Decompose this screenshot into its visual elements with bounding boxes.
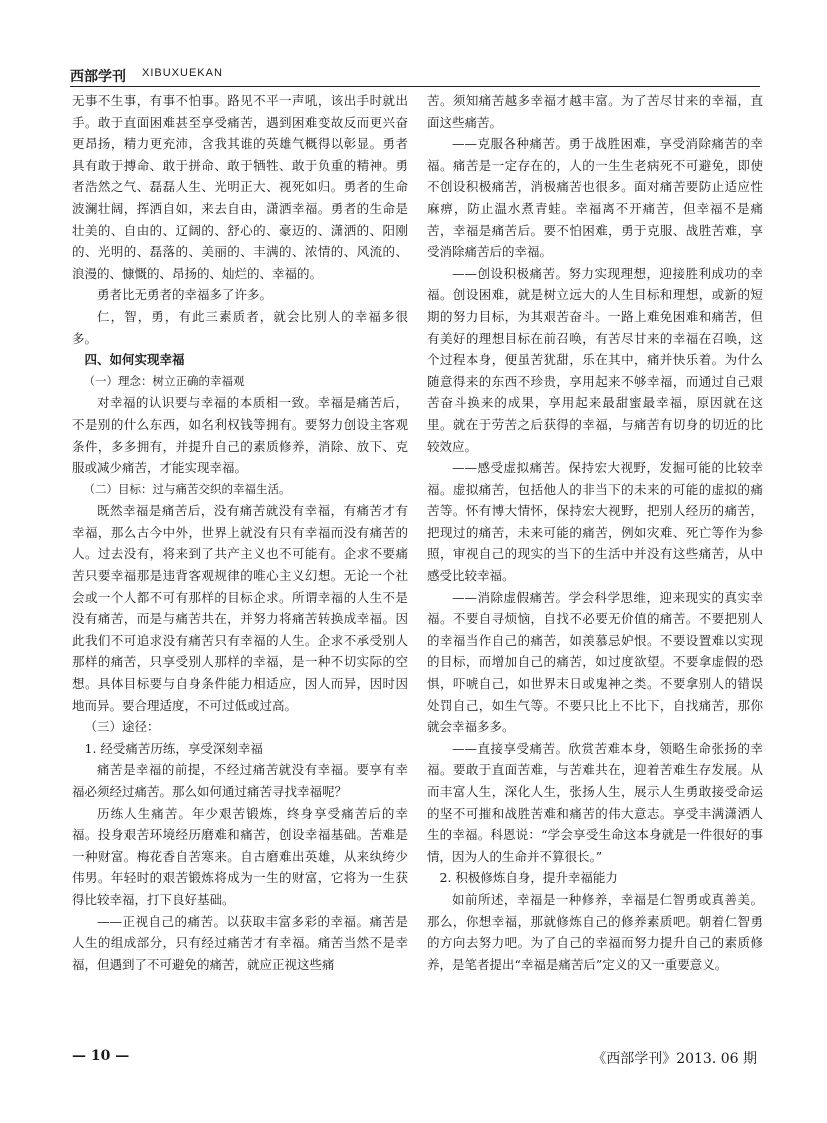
paragraph: ——感受虚拟痛苦。保持宏大视野，发掘可能的比较幸福。虚拟痛苦，包括他人的非当下的未来的可能的虚拟的痛苦等。怀有博大情怀，保持宏大视野，把别人经历的痛苦，把现过的痛苦，未来可能的痛苦，例如灾难、死亡等作为参照，审视自己的现实的当下的生活中并没有这些痛苦，从中感受比较幸福。 [427,460,763,584]
paragraph: 对幸福的认识要与幸福的本质相一致。幸福是痛苦后，不是别的什么东西，如名利权钱等拥有。要努力创设主客观条件，多多拥有，并提升自己的素质修养，消除、放下、克服或减少痛苦，才能实现幸福。 [72,395,408,476]
paragraph: ——消除虚假痛苦。学会科学思维，迎来现实的真实幸福。不要自寻烦恼，自找不必要无价值的痛苦。不要把别人的幸福当作自己的痛苦，如羡慕忌妒恨。不要设置难以实现的目标，而增加自己的痛苦，如过度欲望。不要拿虚假的恐惧，吓唬自己，如世界末日或鬼神之类。不要拿别人的错误处罚自己，如生气等。不要只比上不比下，自找痛苦，那你就会幸福多多。 [427,589,763,735]
journal-pinyin: XIBUXUEKAN [142,67,223,79]
paragraph: ——直接享受痛苦。欣赏苦难本身，领略生命张扬的幸福。要敢于直面苦难，与苦难共在，迎着苦难生存发展。从而丰富人生，深化人生，张扬人生，展示人生勇敢接受命运的坚不可摧和战胜苦难和痛苦的伟大意志。享受丰满潇洒人生的幸福。科恩说：“学会享受生命这本身就是一件很好的事情，因为人的生命并不算很长。” [427,740,763,864]
running-header [70,64,760,87]
page-number: — 10 — [72,1048,130,1064]
page-footer [0,1048,827,1072]
issue-label: 《西部学刊》2013. 06 期 [592,1051,757,1067]
paragraph: 仁，智，勇，有此三素质者，就会比别人的幸福多很多。 [72,308,408,346]
right-column [427,90,763,1040]
paragraph: 如前所述，幸福是一种修养，幸福是仁智勇或真善美。那么，你想幸福，那就修炼自己的修养素质吧。朝着仁智勇的方向去努力吧。为了自己的幸福而努力提升自己的素质修养，是笔者提出“幸福是痛苦后”定义的又一重要意义。 [427,891,763,972]
journal-name: 西部学刊 [70,69,126,85]
paragraph: ——正视自己的痛苦。以获取丰富多彩的幸福。痛苦是人生的组成部分，只有经过痛苦才有幸福。痛苦当然不是幸福，但遇到了不可避免的痛苦，就应正视这些痛 [72,913,408,972]
paragraph: 勇者比无勇者的幸福多了许多。 [97,287,273,303]
subsection-heading: （二）目标：过与痛苦交织的幸福生活。 [83,481,291,496]
paragraph: 既然幸福是痛苦后，没有痛苦就没有幸福，有痛苦才有幸福，那么古今中外，世界上就没有只有幸福而没有痛苦的人。过去没有，将来到了共产主义也不可能有。企求不要痛苦只要幸福那是违背客观规律的唯心主义幻想。无论一个社会或一个人都不可有那样的目标企求。所谓幸福的人生不是没有痛苦，而是与痛苦共在，并努力将痛苦转换成幸福。因此我们不可追求没有痛苦只有幸福的人生。企求不承受别人那样的痛苦，只享受别人那样的幸福，是一种不切实际的空想。具体目标要与自身条件能力相适应，因人而异，因时因地而异。要合理适度，不可过低或过高。 [72,503,408,713]
paragraph: 历练人生痛苦。年少艰苦锻炼，终身享受痛苦后的幸福。投身艰苦环境经历磨难和痛苦，创设幸福基础。苦难是一种财富。梅花香自苦寒来。自古磨难出英雄，从来纨绔少伟男。年轻时的艰苦锻炼将成为一生的财富，它将为一生获得比较幸福，打下良好基础。 [72,805,408,907]
paragraph-continued: 无事不生事，有事不怕事。路见不平一声吼，该出手时就出手。敢于直面困难甚至享受痛苦，遇到困难变故反而更兴奋更昂扬，精力更充沛，含我其谁的英雄气概得以彰显。勇者具有敢于搏命、敢于拼命、敢于牺牲、敢于负重的精神。勇者浩然之气、磊磊人生、光明正大、视死如归。勇者的生命波澜壮阔，挥洒自如，来去自由，潇洒幸福。勇者的生命是壮美的、自由的、辽阔的、舒心的、豪迈的、潇洒的、阳刚的、光明的、磊落的、美丽的、丰满的、浓情的、风流的、浪漫的、慷慨的、昂扬的、灿烂的、幸福的。 [72,93,408,281]
subsection-heading: 1. 经受痛苦历练，享受深刻幸福 [84,740,263,756]
subsection-heading: （一）理念：树立正确的幸福观 [83,373,245,388]
left-column [72,90,408,1040]
subsection-heading: 2. 积极修炼自身，提升幸福能力 [439,870,618,886]
paragraph: ——克服各种痛苦。勇于战胜困难，享受消除痛苦的幸福。痛苦是一定存在的，人的一生生老病死不可避免，即使不创设积极痛苦，消极痛苦也很多。面对痛苦要防止适应性麻痹，防止温水煮青蛙。幸福离不开痛苦，但幸福不是痛苦，幸福是痛苦后。要不怕困难，勇于克服、战胜苦难，享受消除痛苦后的幸福。 [427,136,763,260]
section-heading: 四、如何实现幸福 [84,352,185,368]
paragraph: ——创设积极痛苦。努力实现理想，迎接胜利成功的幸福。创设困难，就是树立远大的人生目标和理想，或新的短期的努力目标，为其艰苦奋斗。一路上难免困难和痛苦，但有美好的理想目标在前召唤，有苦尽甘来的幸福在召唤，这个过程本身，便虽苦犹甜，乐在其中，痛并快乐着。为什么随意得来的东西不珍贵，享用起来不够幸福，而通过自己艰苦奋斗换来的成果，享用起来最甜蜜最幸福，原因就在这里。就在于劳苦之后获得的幸福，与痛苦有切身的切近的比较效应。 [427,265,763,454]
subsection-heading: （三）途径： [84,719,160,735]
paragraph: 痛苦是幸福的前提，不经过痛苦就没有幸福。要享有幸福必须经过痛苦。那么如何通过痛苦寻找幸福呢？ [72,762,408,799]
paragraph-continued: 苦。须知痛苦越多幸福才越丰富。为了苦尽甘来的幸福，直面这些痛苦。 [427,93,763,130]
